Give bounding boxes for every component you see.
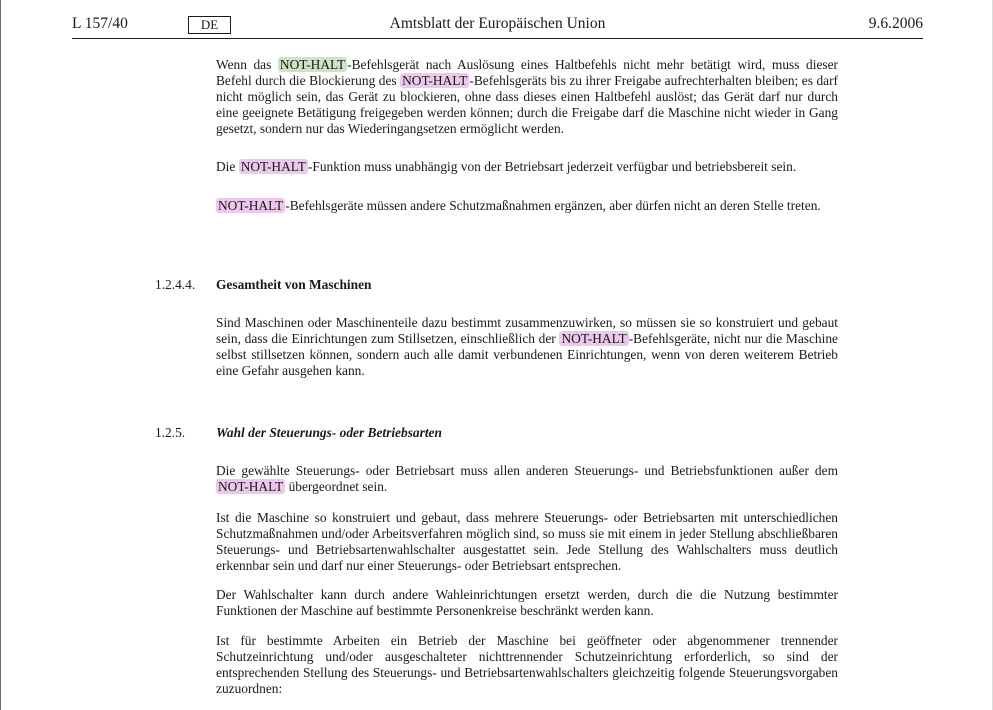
paragraph-machine-assemblies: Sind Maschinen oder Maschinenteile dazu bestimmt zusammenzuwirken, so müssen sie so konstruiert und gebaut sein, dass die Einrichtungen zum Stillsetzen, einschließlich der NOT-HALT -Befehlsgeräte, nicht nur die Maschine selbst stillsetzen können, sondern auch alle damit verbundenen Einrichtungen, wenn von deren weiterem Betrieb eine Gefahr ausgehen kann. (216, 315, 838, 378)
paragraph-complement: NOT-HALT -Befehlsgeräte müssen andere Schutzmaßnahmen ergänzen, aber dürfen nicht an deren Stelle treten. (218, 198, 821, 213)
highlight-search-match[interactable]: NOT-HALT (240, 159, 306, 174)
section-heading: Gesamtheit von Maschinen (216, 277, 372, 292)
paragraph-guard-operation: Ist für bestimmte Arbeiten ein Betrieb der Maschine bei geöffneter oder abgenommener trennender Schutzeinrichtung und/oder ausgeschalteter nichttrennender Schutzeinrichtung erforderlich, so sind der entsprechenden Stellung des Steuerungs- und Betriebsartenwahlschalters gleichzeitig folgende Steuerungsvorgaben zuzuordnen: (216, 633, 838, 696)
header-rule (72, 38, 923, 39)
section-heading: Wahl der Steuerungs- oder Betriebsarten (216, 425, 442, 440)
highlight-search-match[interactable]: NOT-HALT (561, 330, 627, 346)
journal-title: Amtsblatt der Europäischen Union (389, 15, 606, 32)
language-code-box: DE (188, 16, 231, 34)
paragraph-mode-selector: Ist die Maschine so konstruiert und gebaut, dass mehrere Steuerungs- oder Betriebsarten mit unterschiedlichen Schutzmaßnahmen und/oder Arbeitsverfahren möglich sind, so muss sie mit einem in jeder Stellung abschließbaren Steuerungs- und Betriebsartenwahlschalter ausgestattet sein. Jede Stellung des Wahlschalters muss deutlich erkennbar sein und darf nur einer Steuerungs- oder Betriebsart entsprechen. (216, 510, 838, 573)
highlight-search-match-active[interactable]: NOT-HALT (279, 57, 346, 72)
page-header (72, 12, 923, 38)
page-reference: L 157/40 (72, 15, 128, 32)
highlight-search-match[interactable]: NOT-HALT (218, 198, 284, 213)
paragraph-selector-replacement: Der Wahlschalter kann durch andere Wahleinrichtungen ersetzt werden, durch die die Nutzung bestimmter Funktionen der Maschine auf bestimmte Personenkreise beschränkt werden kann. (216, 587, 838, 618)
paragraph-mode-priority: Die gewählte Steuerungs- oder Betriebsart muss allen anderen Steuerungs- und Betriebsfunktionen außer dem NOT-HALT übergeordnet sein. (216, 463, 838, 494)
section-number: 1.2.4.4. (155, 277, 196, 292)
highlight-search-match[interactable]: NOT-HALT (218, 478, 284, 494)
paragraph-block-lock: Wenn das NOT-HALT -Befehlsgerät nach Auslösung eines Haltbefehls nicht mehr betätigt wird, muss dieser Befehl durch die Blockierung des NOT-HALT -Befehlsgeräts bis zu ihrer Freigabe aufrechterhalten bleiben; es darf nicht möglich sein, das Gerät zu blockieren, ohne dass dieses einen Haltbefehl auslöst; das Gerät darf nur durch eine geeignete Betätigung freigegeben werden können; durch die Freigabe darf die Maschine nicht wieder in Gang gesetzt, sondern nur das Wiederingangsetzen ermöglicht werden. (216, 57, 838, 136)
viewer-left-edge (0, 0, 1, 710)
publication-date: 9.6.2006 (868, 15, 923, 32)
highlight-search-match[interactable]: NOT-HALT (402, 72, 468, 88)
paragraph-availability: Die NOT-HALT -Funktion muss unabhängig von der Betriebsart jederzeit verfügbar und betriebsbereit sein. (216, 159, 797, 174)
section-number: 1.2.5. (155, 425, 186, 440)
